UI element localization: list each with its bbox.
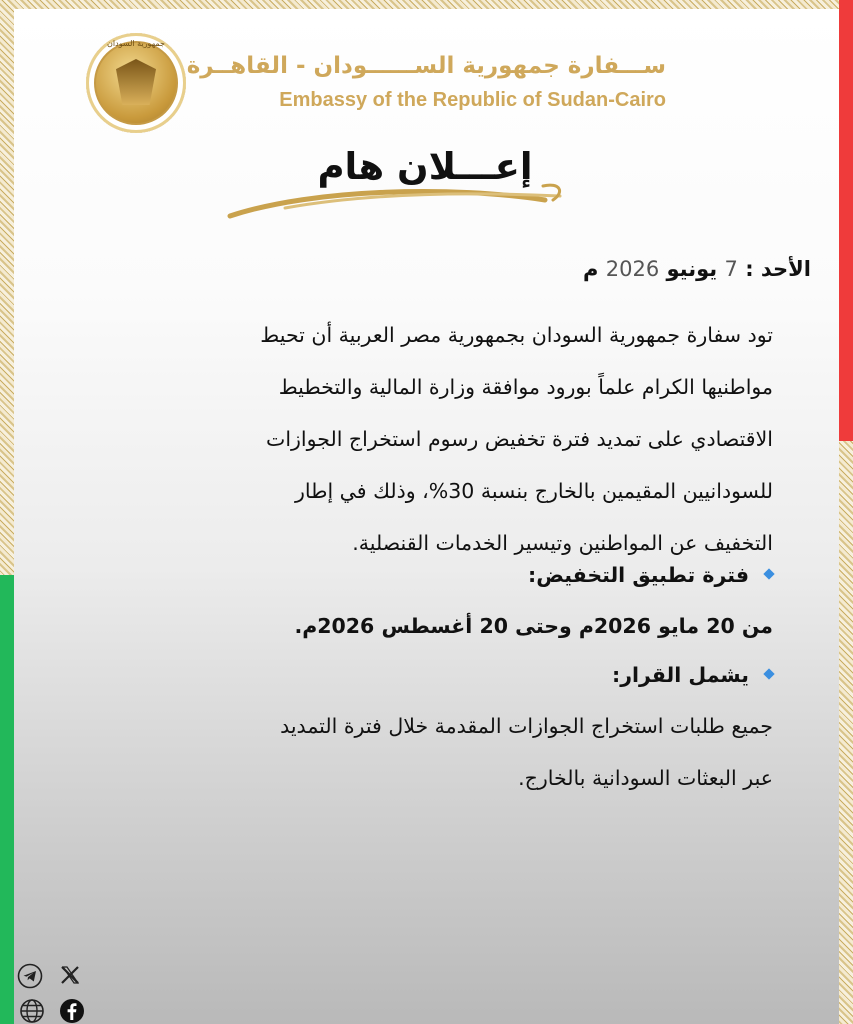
embassy-name-arabic: ســـفارة جمهورية الســــــودان - القاهــرة <box>186 53 666 79</box>
announcement-body <box>80 309 773 569</box>
embassy-seal-logo <box>86 33 186 133</box>
blue-diamond-bullet-icon <box>763 668 774 679</box>
date-suffix: م <box>583 257 599 281</box>
date-day-number: 7 <box>724 257 738 281</box>
body-line: تود سفارة جمهورية السودان بجمهورية مصر العربية أن تحيط <box>260 323 773 347</box>
telegram-icon[interactable] <box>17 963 43 989</box>
body-line: الاقتصادي على تمديد فترة تخفيض رسوم استخراج الجوازات <box>266 427 773 451</box>
scope-line: جميع طلبات استخراج الجوازات المقدمة خلال فترة التمديد <box>280 714 773 738</box>
embassy-name-english: Embassy of the Republic of Sudan-Cairo <box>279 89 666 111</box>
date-year: 2026 <box>605 257 660 281</box>
gold-swoosh-decoration <box>225 178 570 223</box>
seal-text: جمهورية السودان <box>107 39 165 48</box>
scope-line: عبر البعثات السودانية بالخارج. <box>518 766 773 790</box>
globe-icon[interactable] <box>19 998 45 1024</box>
eagle-emblem-icon <box>116 59 156 105</box>
facebook-icon[interactable] <box>59 998 85 1024</box>
announcement-date <box>583 257 811 281</box>
date-day: الأحد : <box>745 257 811 281</box>
body-line: التخفيف عن المواطنين وتيسير الخدمات القنصلية. <box>352 531 773 555</box>
blue-diamond-bullet-icon <box>763 568 774 579</box>
green-flag-bar <box>0 575 14 1024</box>
scope-heading-row <box>612 663 773 687</box>
scope-body <box>80 700 773 804</box>
red-flag-bar <box>839 0 853 441</box>
body-line: للسودانيين المقيمين بالخارج بنسبة 30%، وذلك في إطار <box>295 479 773 503</box>
period-heading: فترة تطبيق التخفيض: <box>528 563 749 587</box>
x-icon[interactable] <box>57 962 83 988</box>
period-heading-row <box>528 563 773 587</box>
period-text: من 20 مايو 2026م وحتى 20 أغسطس 2026م. <box>294 614 773 638</box>
announcement-title: إعـــلان هام <box>317 145 533 188</box>
scope-heading: يشمل القرار: <box>612 663 749 687</box>
date-month: يونيو <box>666 257 718 281</box>
body-line: مواطنيها الكرام علماً بورود موافقة وزارة المالية والتخطيط <box>278 375 773 399</box>
